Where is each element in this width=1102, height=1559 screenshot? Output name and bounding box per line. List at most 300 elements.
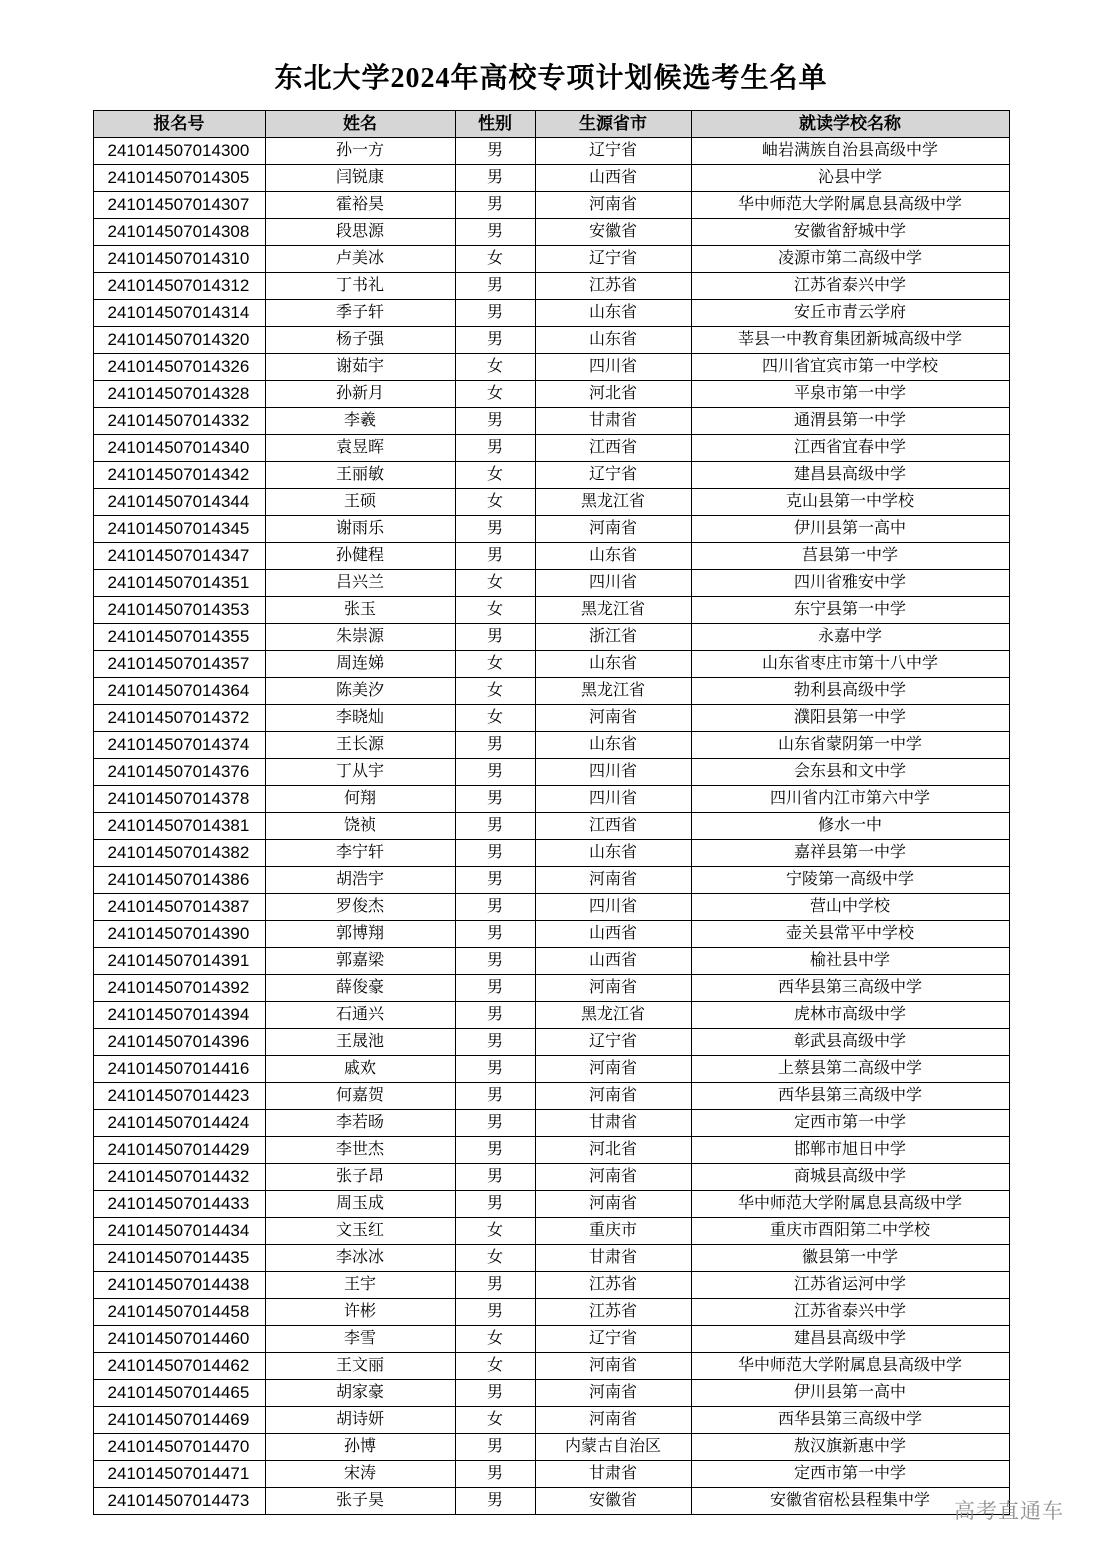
cell-prov: 河北省 bbox=[535, 381, 691, 408]
cell-regno: 241014507014473 bbox=[93, 1488, 265, 1515]
cell-name: 许彬 bbox=[265, 1299, 455, 1326]
table-row bbox=[93, 705, 1009, 732]
table-body bbox=[93, 138, 1009, 1515]
cell-name: 王丽敏 bbox=[265, 462, 455, 489]
cell-name: 孙一方 bbox=[265, 138, 455, 165]
cell-name: 孙新月 bbox=[265, 381, 455, 408]
cell-regno: 241014507014307 bbox=[93, 192, 265, 219]
cell-school: 安丘市青云学府 bbox=[691, 300, 1009, 327]
table-row bbox=[93, 138, 1009, 165]
cell-regno: 241014507014347 bbox=[93, 543, 265, 570]
table-row bbox=[93, 867, 1009, 894]
cell-prov: 辽宁省 bbox=[535, 462, 691, 489]
table-row bbox=[93, 462, 1009, 489]
cell-school: 伊川县第一高中 bbox=[691, 1380, 1009, 1407]
cell-school: 山东省枣庄市第十八中学 bbox=[691, 651, 1009, 678]
cell-prov: 河南省 bbox=[535, 1191, 691, 1218]
cell-prov: 甘肃省 bbox=[535, 1461, 691, 1488]
cell-school: 修水一中 bbox=[691, 813, 1009, 840]
cell-regno: 241014507014435 bbox=[93, 1245, 265, 1272]
cell-prov: 山东省 bbox=[535, 651, 691, 678]
cell-gender: 男 bbox=[455, 1110, 535, 1137]
table-row bbox=[93, 1407, 1009, 1434]
cell-prov: 辽宁省 bbox=[535, 1326, 691, 1353]
column-header-name: 姓名 bbox=[265, 111, 455, 138]
table-row bbox=[93, 624, 1009, 651]
cell-school: 敖汉旗新惠中学 bbox=[691, 1434, 1009, 1461]
cell-school: 平泉市第一中学 bbox=[691, 381, 1009, 408]
cell-gender: 男 bbox=[455, 1272, 535, 1299]
cell-school: 徽县第一中学 bbox=[691, 1245, 1009, 1272]
column-header-regno: 报名号 bbox=[93, 111, 265, 138]
cell-prov: 内蒙古自治区 bbox=[535, 1434, 691, 1461]
table-header bbox=[93, 111, 1009, 138]
cell-prov: 河南省 bbox=[535, 516, 691, 543]
cell-prov: 山西省 bbox=[535, 948, 691, 975]
table-row bbox=[93, 1110, 1009, 1137]
table-row bbox=[93, 1218, 1009, 1245]
cell-gender: 男 bbox=[455, 921, 535, 948]
cell-gender: 男 bbox=[455, 1434, 535, 1461]
table-row bbox=[93, 1137, 1009, 1164]
cell-school: 山东省蒙阴第一中学 bbox=[691, 732, 1009, 759]
cell-regno: 241014507014434 bbox=[93, 1218, 265, 1245]
cell-name: 霍裕昊 bbox=[265, 192, 455, 219]
cell-regno: 241014507014305 bbox=[93, 165, 265, 192]
cell-school: 华中师范大学附属息县高级中学 bbox=[691, 1353, 1009, 1380]
cell-regno: 241014507014469 bbox=[93, 1407, 265, 1434]
cell-gender: 女 bbox=[455, 1245, 535, 1272]
cell-prov: 辽宁省 bbox=[535, 246, 691, 273]
cell-school: 安徽省宿松县程集中学 bbox=[691, 1488, 1009, 1515]
cell-school: 勃利县高级中学 bbox=[691, 678, 1009, 705]
cell-gender: 男 bbox=[455, 975, 535, 1002]
cell-regno: 241014507014357 bbox=[93, 651, 265, 678]
cell-name: 王文丽 bbox=[265, 1353, 455, 1380]
table-row bbox=[93, 1353, 1009, 1380]
cell-gender: 男 bbox=[455, 1299, 535, 1326]
cell-gender: 男 bbox=[455, 327, 535, 354]
cell-prov: 甘肃省 bbox=[535, 408, 691, 435]
cell-school: 榆社县中学 bbox=[691, 948, 1009, 975]
cell-regno: 241014507014376 bbox=[93, 759, 265, 786]
table-row bbox=[93, 1461, 1009, 1488]
cell-school: 会东县和文中学 bbox=[691, 759, 1009, 786]
cell-gender: 女 bbox=[455, 570, 535, 597]
column-header-prov: 生源省市 bbox=[535, 111, 691, 138]
cell-regno: 241014507014390 bbox=[93, 921, 265, 948]
cell-name: 胡浩宇 bbox=[265, 867, 455, 894]
table-row bbox=[93, 597, 1009, 624]
cell-regno: 241014507014460 bbox=[93, 1326, 265, 1353]
cell-gender: 女 bbox=[455, 1407, 535, 1434]
cell-regno: 241014507014314 bbox=[93, 300, 265, 327]
cell-prov: 安徽省 bbox=[535, 1488, 691, 1515]
cell-name: 季子轩 bbox=[265, 300, 455, 327]
cell-school: 莒县第一中学 bbox=[691, 543, 1009, 570]
cell-school: 江苏省运河中学 bbox=[691, 1272, 1009, 1299]
cell-name: 胡家豪 bbox=[265, 1380, 455, 1407]
table-row bbox=[93, 543, 1009, 570]
table-row bbox=[93, 300, 1009, 327]
cell-regno: 241014507014353 bbox=[93, 597, 265, 624]
cell-gender: 女 bbox=[455, 651, 535, 678]
cell-name: 李雪 bbox=[265, 1326, 455, 1353]
column-header-school: 就读学校名称 bbox=[691, 111, 1009, 138]
cell-prov: 河南省 bbox=[535, 975, 691, 1002]
cell-regno: 241014507014471 bbox=[93, 1461, 265, 1488]
cell-gender: 男 bbox=[455, 1083, 535, 1110]
cell-prov: 江西省 bbox=[535, 435, 691, 462]
table-row bbox=[93, 1191, 1009, 1218]
table-row bbox=[93, 381, 1009, 408]
cell-school: 西华县第三高级中学 bbox=[691, 1083, 1009, 1110]
cell-regno: 241014507014429 bbox=[93, 1137, 265, 1164]
cell-prov: 黑龙江省 bbox=[535, 597, 691, 624]
cell-name: 李冰冰 bbox=[265, 1245, 455, 1272]
cell-regno: 241014507014416 bbox=[93, 1056, 265, 1083]
cell-gender: 男 bbox=[455, 732, 535, 759]
cell-regno: 241014507014432 bbox=[93, 1164, 265, 1191]
cell-regno: 241014507014372 bbox=[93, 705, 265, 732]
cell-gender: 女 bbox=[455, 678, 535, 705]
cell-school: 东宁县第一中学 bbox=[691, 597, 1009, 624]
cell-name: 张子昊 bbox=[265, 1488, 455, 1515]
cell-school: 西华县第三高级中学 bbox=[691, 975, 1009, 1002]
cell-prov: 河南省 bbox=[535, 1083, 691, 1110]
cell-prov: 四川省 bbox=[535, 759, 691, 786]
table-row bbox=[93, 759, 1009, 786]
table-row bbox=[93, 489, 1009, 516]
cell-prov: 江西省 bbox=[535, 813, 691, 840]
cell-name: 宋涛 bbox=[265, 1461, 455, 1488]
cell-name: 李羲 bbox=[265, 408, 455, 435]
table-row bbox=[93, 219, 1009, 246]
cell-school: 华中师范大学附属息县高级中学 bbox=[691, 1191, 1009, 1218]
cell-prov: 河南省 bbox=[535, 1407, 691, 1434]
cell-gender: 男 bbox=[455, 1164, 535, 1191]
table-row bbox=[93, 354, 1009, 381]
cell-gender: 女 bbox=[455, 1353, 535, 1380]
table-row bbox=[93, 1002, 1009, 1029]
cell-regno: 241014507014462 bbox=[93, 1353, 265, 1380]
cell-regno: 241014507014364 bbox=[93, 678, 265, 705]
cell-prov: 山西省 bbox=[535, 165, 691, 192]
cell-name: 何翔 bbox=[265, 786, 455, 813]
cell-regno: 241014507014387 bbox=[93, 894, 265, 921]
cell-gender: 男 bbox=[455, 435, 535, 462]
table-row bbox=[93, 840, 1009, 867]
table-row bbox=[93, 1272, 1009, 1299]
cell-name: 张玉 bbox=[265, 597, 455, 624]
cell-gender: 男 bbox=[455, 516, 535, 543]
cell-name: 段思源 bbox=[265, 219, 455, 246]
cell-regno: 241014507014374 bbox=[93, 732, 265, 759]
cell-prov: 浙江省 bbox=[535, 624, 691, 651]
cell-regno: 241014507014465 bbox=[93, 1380, 265, 1407]
cell-name: 何嘉贺 bbox=[265, 1083, 455, 1110]
cell-school: 江苏省泰兴中学 bbox=[691, 1299, 1009, 1326]
cell-gender: 男 bbox=[455, 543, 535, 570]
cell-gender: 男 bbox=[455, 840, 535, 867]
cell-school: 永嘉中学 bbox=[691, 624, 1009, 651]
cell-school: 定西市第一中学 bbox=[691, 1461, 1009, 1488]
cell-name: 张子昂 bbox=[265, 1164, 455, 1191]
cell-gender: 女 bbox=[455, 597, 535, 624]
table-row bbox=[93, 651, 1009, 678]
cell-regno: 241014507014332 bbox=[93, 408, 265, 435]
cell-name: 王宇 bbox=[265, 1272, 455, 1299]
cell-name: 杨子强 bbox=[265, 327, 455, 354]
cell-regno: 241014507014342 bbox=[93, 462, 265, 489]
cell-name: 丁从宇 bbox=[265, 759, 455, 786]
cell-gender: 男 bbox=[455, 894, 535, 921]
cell-prov: 河南省 bbox=[535, 1380, 691, 1407]
cell-name: 王晟池 bbox=[265, 1029, 455, 1056]
cell-school: 莘县一中教育集团新城高级中学 bbox=[691, 327, 1009, 354]
cell-school: 营山中学校 bbox=[691, 894, 1009, 921]
cell-prov: 山东省 bbox=[535, 543, 691, 570]
cell-name: 王硕 bbox=[265, 489, 455, 516]
cell-gender: 女 bbox=[455, 354, 535, 381]
cell-gender: 男 bbox=[455, 273, 535, 300]
cell-name: 李宁轩 bbox=[265, 840, 455, 867]
cell-prov: 山西省 bbox=[535, 921, 691, 948]
cell-prov: 四川省 bbox=[535, 570, 691, 597]
cell-name: 周连娣 bbox=[265, 651, 455, 678]
table-row bbox=[93, 1434, 1009, 1461]
table-row bbox=[93, 570, 1009, 597]
cell-school: 沁县中学 bbox=[691, 165, 1009, 192]
cell-name: 李若旸 bbox=[265, 1110, 455, 1137]
cell-regno: 241014507014423 bbox=[93, 1083, 265, 1110]
column-header-gender: 性别 bbox=[455, 111, 535, 138]
cell-name: 郭嘉梁 bbox=[265, 948, 455, 975]
cell-regno: 241014507014328 bbox=[93, 381, 265, 408]
cell-prov: 黑龙江省 bbox=[535, 1002, 691, 1029]
cell-name: 李晓灿 bbox=[265, 705, 455, 732]
cell-regno: 241014507014351 bbox=[93, 570, 265, 597]
cell-name: 谢雨乐 bbox=[265, 516, 455, 543]
cell-regno: 241014507014391 bbox=[93, 948, 265, 975]
table-row bbox=[93, 1380, 1009, 1407]
cell-regno: 241014507014470 bbox=[93, 1434, 265, 1461]
cell-gender: 女 bbox=[455, 489, 535, 516]
cell-prov: 河南省 bbox=[535, 1353, 691, 1380]
cell-name: 饶祯 bbox=[265, 813, 455, 840]
page-title: 东北大学2024年高校专项计划候选考生名单 bbox=[274, 63, 828, 94]
cell-regno: 241014507014381 bbox=[93, 813, 265, 840]
cell-school: 彰武县高级中学 bbox=[691, 1029, 1009, 1056]
cell-school: 通渭县第一中学 bbox=[691, 408, 1009, 435]
cell-school: 克山县第一中学校 bbox=[691, 489, 1009, 516]
table-row bbox=[93, 165, 1009, 192]
cell-regno: 241014507014392 bbox=[93, 975, 265, 1002]
cell-school: 建昌县高级中学 bbox=[691, 462, 1009, 489]
table-row bbox=[93, 1245, 1009, 1272]
cell-gender: 男 bbox=[455, 1488, 535, 1515]
cell-name: 文玉红 bbox=[265, 1218, 455, 1245]
cell-gender: 男 bbox=[455, 300, 535, 327]
cell-gender: 男 bbox=[455, 1056, 535, 1083]
table-row bbox=[93, 894, 1009, 921]
table-row bbox=[93, 948, 1009, 975]
table-header-row bbox=[93, 111, 1009, 138]
cell-name: 陈美汐 bbox=[265, 678, 455, 705]
cell-regno: 241014507014438 bbox=[93, 1272, 265, 1299]
cell-prov: 山东省 bbox=[535, 840, 691, 867]
cell-regno: 241014507014320 bbox=[93, 327, 265, 354]
cell-regno: 241014507014308 bbox=[93, 219, 265, 246]
cell-school: 安徽省舒城中学 bbox=[691, 219, 1009, 246]
cell-name: 王长源 bbox=[265, 732, 455, 759]
cell-regno: 241014507014424 bbox=[93, 1110, 265, 1137]
cell-prov: 江苏省 bbox=[535, 273, 691, 300]
cell-school: 壶关县常平中学校 bbox=[691, 921, 1009, 948]
table-row bbox=[93, 678, 1009, 705]
cell-name: 罗俊杰 bbox=[265, 894, 455, 921]
cell-prov: 辽宁省 bbox=[535, 1029, 691, 1056]
cell-prov: 河南省 bbox=[535, 1164, 691, 1191]
cell-name: 孙健程 bbox=[265, 543, 455, 570]
cell-gender: 男 bbox=[455, 1461, 535, 1488]
cell-regno: 241014507014386 bbox=[93, 867, 265, 894]
cell-prov: 江苏省 bbox=[535, 1272, 691, 1299]
cell-prov: 安徽省 bbox=[535, 219, 691, 246]
watermark-text: 高考直通车 bbox=[954, 1500, 1064, 1523]
cell-prov: 河南省 bbox=[535, 867, 691, 894]
cell-school: 四川省雅安中学 bbox=[691, 570, 1009, 597]
cell-gender: 男 bbox=[455, 1029, 535, 1056]
cell-prov: 山东省 bbox=[535, 300, 691, 327]
cell-gender: 男 bbox=[455, 813, 535, 840]
cell-prov: 黑龙江省 bbox=[535, 489, 691, 516]
cell-regno: 241014507014340 bbox=[93, 435, 265, 462]
cell-gender: 男 bbox=[455, 408, 535, 435]
cell-regno: 241014507014433 bbox=[93, 1191, 265, 1218]
cell-school: 上蔡县第二高级中学 bbox=[691, 1056, 1009, 1083]
cell-regno: 241014507014344 bbox=[93, 489, 265, 516]
cell-gender: 女 bbox=[455, 462, 535, 489]
cell-regno: 241014507014378 bbox=[93, 786, 265, 813]
cell-prov: 河南省 bbox=[535, 705, 691, 732]
table-row bbox=[93, 516, 1009, 543]
cell-name: 李世杰 bbox=[265, 1137, 455, 1164]
cell-regno: 241014507014312 bbox=[93, 273, 265, 300]
cell-school: 四川省内江市第六中学 bbox=[691, 786, 1009, 813]
cell-name: 吕兴兰 bbox=[265, 570, 455, 597]
table-row bbox=[93, 1488, 1009, 1515]
cell-school: 商城县高级中学 bbox=[691, 1164, 1009, 1191]
cell-gender: 男 bbox=[455, 786, 535, 813]
cell-name: 袁昱晖 bbox=[265, 435, 455, 462]
cell-prov: 重庆市 bbox=[535, 1218, 691, 1245]
cell-gender: 女 bbox=[455, 246, 535, 273]
cell-gender: 男 bbox=[455, 1191, 535, 1218]
candidate-table bbox=[93, 110, 1010, 1515]
cell-regno: 241014507014300 bbox=[93, 138, 265, 165]
cell-name: 闫锐康 bbox=[265, 165, 455, 192]
cell-prov: 江苏省 bbox=[535, 1299, 691, 1326]
table-row bbox=[93, 786, 1009, 813]
cell-name: 胡诗妍 bbox=[265, 1407, 455, 1434]
cell-school: 濮阳县第一中学 bbox=[691, 705, 1009, 732]
cell-gender: 男 bbox=[455, 192, 535, 219]
cell-gender: 男 bbox=[455, 165, 535, 192]
cell-name: 谢茹宇 bbox=[265, 354, 455, 381]
cell-gender: 男 bbox=[455, 219, 535, 246]
cell-name: 孙博 bbox=[265, 1434, 455, 1461]
cell-name: 戚欢 bbox=[265, 1056, 455, 1083]
table-row bbox=[93, 435, 1009, 462]
cell-regno: 241014507014345 bbox=[93, 516, 265, 543]
cell-school: 伊川县第一高中 bbox=[691, 516, 1009, 543]
cell-gender: 女 bbox=[455, 1326, 535, 1353]
cell-regno: 241014507014326 bbox=[93, 354, 265, 381]
cell-regno: 241014507014396 bbox=[93, 1029, 265, 1056]
table-row bbox=[93, 921, 1009, 948]
cell-prov: 四川省 bbox=[535, 894, 691, 921]
cell-school: 嘉祥县第一中学 bbox=[691, 840, 1009, 867]
table-row bbox=[93, 1326, 1009, 1353]
cell-regno: 241014507014310 bbox=[93, 246, 265, 273]
table-row bbox=[93, 975, 1009, 1002]
table-row bbox=[93, 813, 1009, 840]
cell-school: 定西市第一中学 bbox=[691, 1110, 1009, 1137]
cell-name: 郭博翔 bbox=[265, 921, 455, 948]
cell-prov: 黑龙江省 bbox=[535, 678, 691, 705]
cell-school: 江苏省泰兴中学 bbox=[691, 273, 1009, 300]
table-row bbox=[93, 1299, 1009, 1326]
cell-gender: 女 bbox=[455, 1218, 535, 1245]
cell-prov: 四川省 bbox=[535, 354, 691, 381]
cell-school: 邯郸市旭日中学 bbox=[691, 1137, 1009, 1164]
cell-school: 建昌县高级中学 bbox=[691, 1326, 1009, 1353]
cell-prov: 河南省 bbox=[535, 192, 691, 219]
cell-gender: 男 bbox=[455, 138, 535, 165]
cell-gender: 男 bbox=[455, 759, 535, 786]
cell-name: 周玉成 bbox=[265, 1191, 455, 1218]
cell-regno: 241014507014382 bbox=[93, 840, 265, 867]
cell-regno: 241014507014355 bbox=[93, 624, 265, 651]
cell-prov: 甘肃省 bbox=[535, 1110, 691, 1137]
cell-prov: 辽宁省 bbox=[535, 138, 691, 165]
cell-name: 朱崇源 bbox=[265, 624, 455, 651]
cell-prov: 山东省 bbox=[535, 732, 691, 759]
cell-prov: 河南省 bbox=[535, 1056, 691, 1083]
table-row bbox=[93, 273, 1009, 300]
table-row bbox=[93, 327, 1009, 354]
cell-school: 西华县第三高级中学 bbox=[691, 1407, 1009, 1434]
cell-name: 卢美冰 bbox=[265, 246, 455, 273]
cell-school: 宁陵第一高级中学 bbox=[691, 867, 1009, 894]
cell-prov: 甘肃省 bbox=[535, 1245, 691, 1272]
cell-gender: 男 bbox=[455, 1137, 535, 1164]
cell-prov: 河北省 bbox=[535, 1137, 691, 1164]
cell-gender: 男 bbox=[455, 1002, 535, 1029]
cell-gender: 女 bbox=[455, 705, 535, 732]
cell-name: 丁书礼 bbox=[265, 273, 455, 300]
cell-school: 岫岩满族自治县高级中学 bbox=[691, 138, 1009, 165]
cell-gender: 女 bbox=[455, 381, 535, 408]
cell-regno: 241014507014394 bbox=[93, 1002, 265, 1029]
cell-name: 石通兴 bbox=[265, 1002, 455, 1029]
cell-name: 薛俊豪 bbox=[265, 975, 455, 1002]
cell-regno: 241014507014458 bbox=[93, 1299, 265, 1326]
table-row bbox=[93, 408, 1009, 435]
cell-school: 重庆市酉阳第二中学校 bbox=[691, 1218, 1009, 1245]
cell-school: 虎林市高级中学 bbox=[691, 1002, 1009, 1029]
